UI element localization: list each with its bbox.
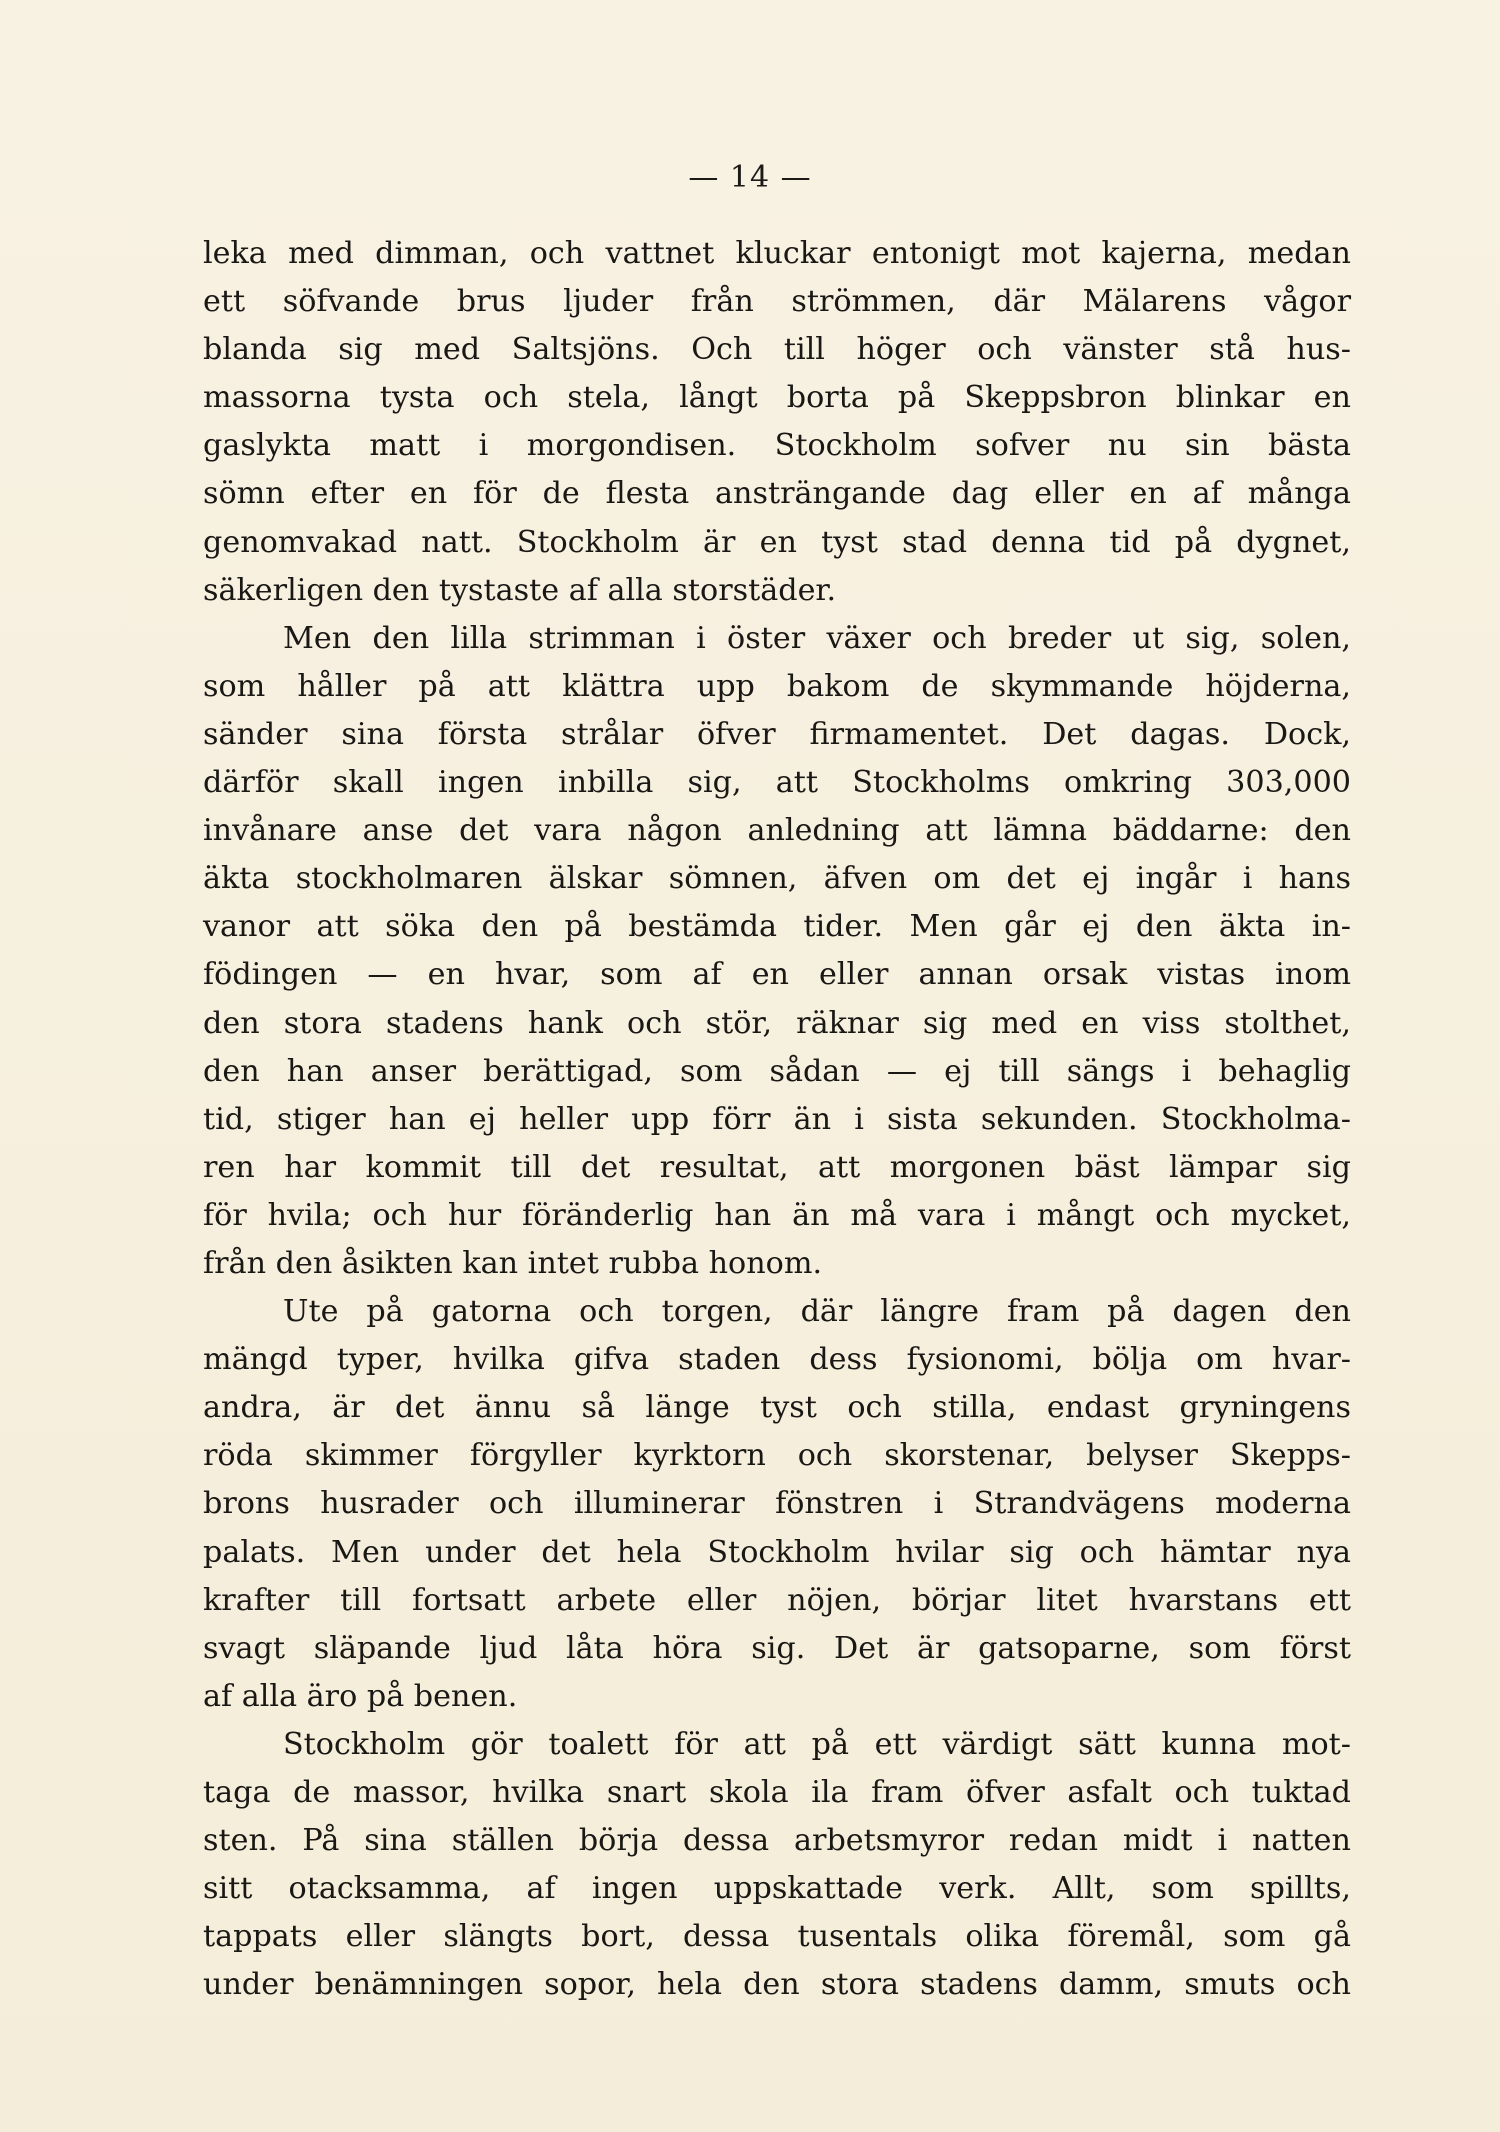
paragraph (203, 230, 1351, 615)
paragraph (203, 615, 1351, 1288)
text-line: den stora stadens hank och stör, räknar sig med en viss stolthet, (203, 1005, 1351, 1041)
text-line: sten. På sina ställen börja dessa arbetsmyror redan midt i natten (203, 1823, 1351, 1859)
paragraph (203, 1288, 1351, 1721)
text-line: därför skall ingen inbilla sig, att Stockholms omkring 303,000 (203, 765, 1351, 801)
text-line: andra, är det ännu så länge tyst och stilla, endast gryningens (203, 1390, 1351, 1426)
text-line: invånare anse det vara någon anledning att lämna bäddarne: den (203, 813, 1351, 849)
text-line: af alla äro på benen. (203, 1678, 518, 1714)
text-line: krafter till fortsatt arbete eller nöjen, börjar litet hvarstans ett (203, 1582, 1351, 1618)
text-line: Men den lilla strimman i öster växer och breder ut sig, solen, (283, 620, 1351, 656)
text-line: tappats eller slängts bort, dessa tusentals olika föremål, som gå (203, 1919, 1351, 1955)
text-line: gaslykta matt i morgondisen. Stockholm sofver nu sin bästa (203, 428, 1351, 464)
text-line: leka med dimman, och vattnet kluckar entonigt mot kajerna, medan (203, 236, 1351, 271)
text-line: palats. Men under det hela Stockholm hvilar sig och hämtar nya (203, 1534, 1351, 1570)
text-line: svagt släpande ljud låta höra sig. Det är gatsoparne, som först (203, 1630, 1351, 1666)
text-line: tid, stiger han ej heller upp förr än i sista sekunden. Stockholma- (203, 1101, 1351, 1137)
text-line: sömn efter en för de flesta ansträngande dag eller en af många (203, 476, 1351, 512)
text-line: taga de massor, hvilka snart skola ila fram öfver asfalt och tuktad (203, 1775, 1351, 1810)
text-line: mängd typer, hvilka gifva staden dess fysionomi, bölja om hvar- (203, 1342, 1351, 1378)
text-line: den han anser berättigad, som sådan — ej till sängs i behaglig (203, 1053, 1351, 1089)
text-line: sitt otacksamma, af ingen uppskattade verk. Allt, som spillts, (203, 1871, 1351, 1907)
text-line: för hvila; och hur föränderlig han än må vara i mångt och mycket, (203, 1197, 1351, 1233)
page-number: — 14 — (688, 160, 812, 195)
text-line: från den åsikten kan intet rubba honom. (203, 1245, 823, 1281)
text-line: Stockholm gör toalett för att på ett värdigt sätt kunna mot- (283, 1726, 1351, 1762)
paragraph (203, 1721, 1351, 2010)
text-line: blanda sig med Saltsjöns. Och till höger och vänster stå hus- (203, 332, 1351, 368)
text-line: genomvakad natt. Stockholm är en tyst stad denna tid på dygnet, (203, 524, 1351, 560)
text-line: sänder sina första strålar öfver firmamentet. Det dagas. Dock, (203, 716, 1351, 752)
text-line: under benämningen sopor, hela den stora stadens damm, smuts och (203, 1967, 1351, 2003)
text-line: vanor att söka den på bestämda tider. Men går ej den äkta in- (203, 909, 1351, 945)
text-line: massorna tysta och stela, långt borta på Skeppsbron blinkar en (203, 380, 1351, 416)
text-line: äkta stockholmaren älskar sömnen, äfven om det ej ingår i hans (203, 861, 1351, 897)
text-line: ett söfvande brus ljuder från strömmen, där Mälarens vågor (203, 284, 1351, 320)
text-line: brons husrader och illuminerar fönstren i Strandvägens moderna (203, 1486, 1351, 1522)
body-text (203, 230, 1351, 2009)
text-line: ren har kommit till det resultat, att morgonen bäst lämpar sig (203, 1149, 1351, 1185)
text-line: röda skimmer förgyller kyrktorn och skorstenar, belyser Skepps- (203, 1438, 1351, 1474)
text-line: säkerligen den tystaste af alla storstäder. (203, 572, 837, 608)
text-line: Ute på gatorna och torgen, där längre fram på dagen den (283, 1294, 1351, 1330)
text-line: födingen — en hvar, som af en eller annan orsak vistas inom (203, 957, 1351, 993)
text-line: som håller på att klättra upp bakom de skymmande höjderna, (203, 668, 1351, 704)
